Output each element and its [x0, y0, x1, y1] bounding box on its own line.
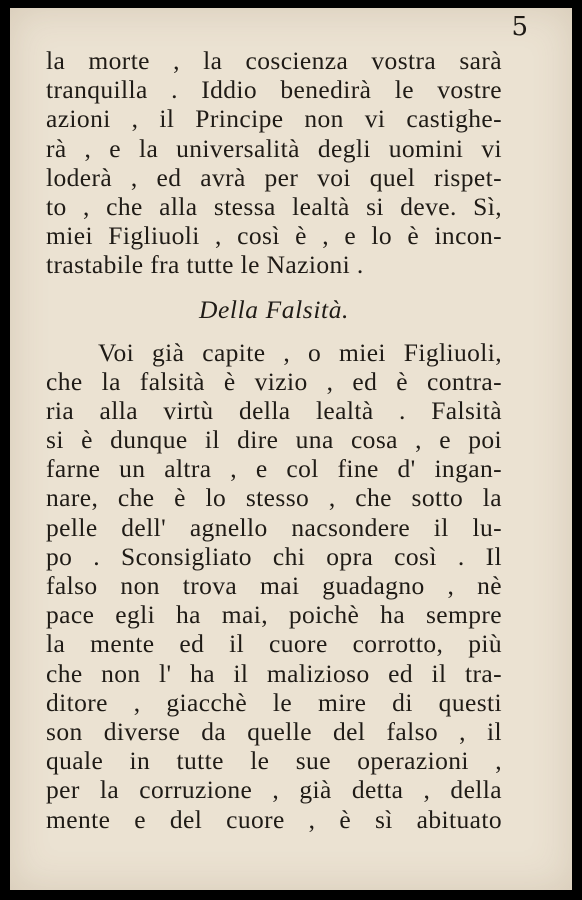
text-line: quale in tutte le sue operazioni , — [46, 746, 502, 776]
paragraph-2 — [46, 338, 502, 834]
text-line: trastabile fra tutte le Nazioni . — [46, 250, 364, 280]
text-line: son diverse da quelle del falso , il — [46, 716, 502, 746]
text-line: ditore , giacchè le mire di questi — [46, 687, 502, 717]
text-line: rà , e la universalità degli uomini vi — [46, 133, 502, 163]
text-line: mente e del cuore , è sì abituato — [46, 804, 502, 834]
text-line: pace egli ha mai, poichè ha sempre — [46, 600, 502, 630]
text-line: pelle dell' agnello nacsondere il lu- — [46, 512, 502, 542]
text-line: tranquilla . Iddio benedirà le vostre — [46, 75, 502, 105]
text-line: si è dunque il dire una cosa , e poi — [46, 425, 502, 455]
text-line: la mente ed il cuore corrotto, più — [46, 629, 502, 659]
text-line: per la corruzione , già detta , della — [46, 775, 502, 805]
text-line: la morte , la coscienza vostra sarà — [46, 46, 502, 75]
page-number: 5 — [511, 12, 528, 42]
page-text — [46, 46, 502, 834]
text-line: azioni , il Principe non vi castighe- — [46, 104, 502, 134]
text-line: loderà , ed avrà per voi quel rispet- — [46, 162, 502, 192]
text-line: po . Sconsigliato chi opra così . Il — [46, 541, 502, 571]
book-page — [10, 8, 572, 890]
text-line: che non l' ha il malizioso ed il tra- — [46, 658, 502, 688]
paragraph-1 — [46, 46, 502, 280]
section-heading: Della Falsità. — [198, 294, 350, 324]
text-line: miei Figliuoli , così è , e lo è incon- — [46, 221, 502, 251]
text-line: farne un altra , e col fine d' ingan- — [46, 454, 502, 484]
text-line: Voi già capite , o miei Figliuoli, — [98, 337, 502, 367]
text-line: to , che alla stessa lealtà si deve. Sì, — [46, 191, 502, 221]
text-line: ria alla virtù della lealtà . Falsità — [46, 395, 502, 425]
text-line: che la falsità è vizio , ed è contra- — [46, 366, 502, 396]
text-line: nare, che è lo stesso , che sotto la — [46, 483, 502, 513]
text-line: falso non trova mai guadagno , nè — [46, 571, 502, 600]
